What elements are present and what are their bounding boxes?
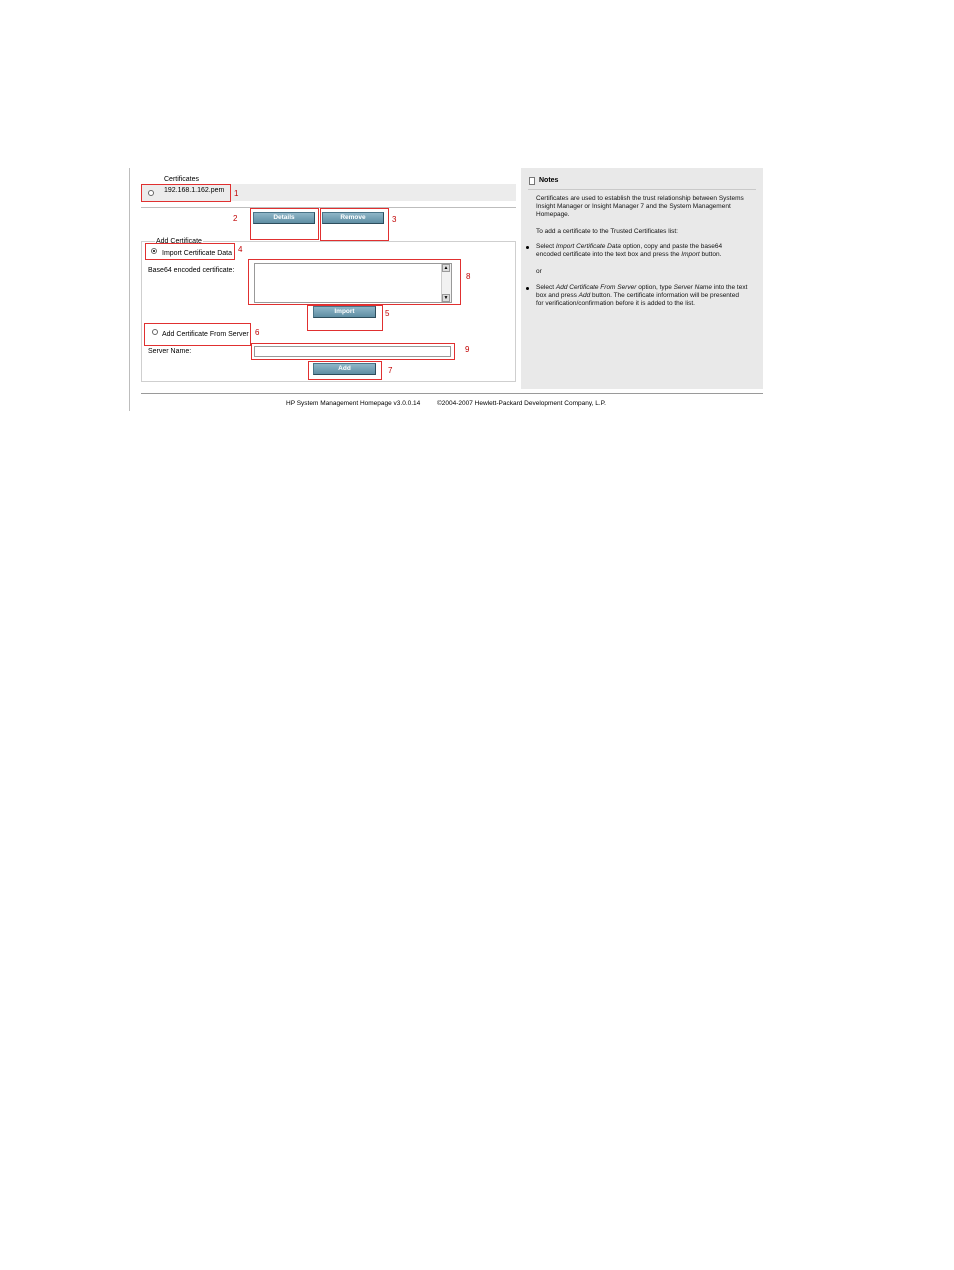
remove-button[interactable]: Remove bbox=[322, 212, 384, 224]
footer-divider bbox=[141, 393, 763, 394]
callout-box-2 bbox=[250, 208, 319, 240]
callout-box-7 bbox=[308, 361, 382, 380]
callout-box-9 bbox=[251, 343, 455, 360]
callout-6: 6 bbox=[255, 328, 260, 337]
certificate-name: 192.168.1.162.pem bbox=[164, 187, 225, 194]
scroll-up-icon[interactable]: ▲ bbox=[443, 265, 449, 271]
callout-4: 4 bbox=[238, 245, 243, 254]
notes-title: Notes bbox=[539, 177, 559, 184]
server-name-label: Server Name: bbox=[148, 348, 192, 355]
callout-box-3 bbox=[320, 208, 389, 241]
notes-paragraph-1: Certificates are used to establish the trust relationship between Systems Insight Manager or Insight Manager 7 and the System Management Homepage. bbox=[536, 195, 744, 219]
callout-1: 1 bbox=[234, 189, 239, 198]
scroll-down-icon[interactable]: ▼ bbox=[443, 295, 449, 301]
footer-copyright: ©2004-2007 Hewlett-Packard Development Company, L.P. bbox=[437, 400, 606, 407]
callout-3: 3 bbox=[392, 215, 397, 224]
callout-box-5 bbox=[307, 305, 383, 331]
callout-box-8 bbox=[248, 259, 461, 305]
callout-box-4 bbox=[145, 243, 235, 260]
callout-5: 5 bbox=[385, 309, 390, 318]
callout-7: 7 bbox=[388, 366, 393, 375]
notes-panel bbox=[521, 168, 763, 389]
bullet-2 bbox=[526, 287, 529, 290]
notes-divider bbox=[528, 189, 756, 190]
import-certificate-label: Import Certificate Data bbox=[162, 250, 233, 257]
callout-2: 2 bbox=[233, 214, 238, 223]
details-button[interactable]: Details bbox=[253, 212, 315, 224]
callout-box-1 bbox=[141, 184, 231, 202]
import-button[interactable]: Import bbox=[313, 306, 376, 318]
notes-paragraph-2: To add a certificate to the Trusted Certificates list: bbox=[536, 228, 678, 235]
notes-document-icon bbox=[529, 177, 535, 185]
footer-product: HP System Management Homepage v3.0.0.14 bbox=[286, 400, 421, 407]
callout-9: 9 bbox=[465, 345, 470, 354]
callout-box-6 bbox=[144, 323, 251, 346]
bullet-1 bbox=[526, 246, 529, 249]
notes-or: or bbox=[536, 268, 542, 275]
notes-bullet-2: Select Add Certificate From Server option, type Server Name into the text box and press Add button. The certificate information will be presented for verification/confirmation before it is added to the list. bbox=[536, 284, 748, 308]
add-certificate-legend: Add Certificate bbox=[156, 238, 202, 245]
add-from-server-label: Add Certificate From Server bbox=[162, 331, 249, 338]
notes-bullet-1: Select Import Certificate Data option, copy and paste the base64 encoded certificate into the text box and press the Import button. bbox=[536, 243, 723, 259]
add-button[interactable]: Add bbox=[313, 363, 376, 375]
base64-label: Base64 encoded certificate: bbox=[148, 267, 235, 274]
callout-8: 8 bbox=[466, 272, 471, 281]
certificates-header: Certificates bbox=[164, 176, 200, 183]
left-border bbox=[129, 168, 130, 411]
